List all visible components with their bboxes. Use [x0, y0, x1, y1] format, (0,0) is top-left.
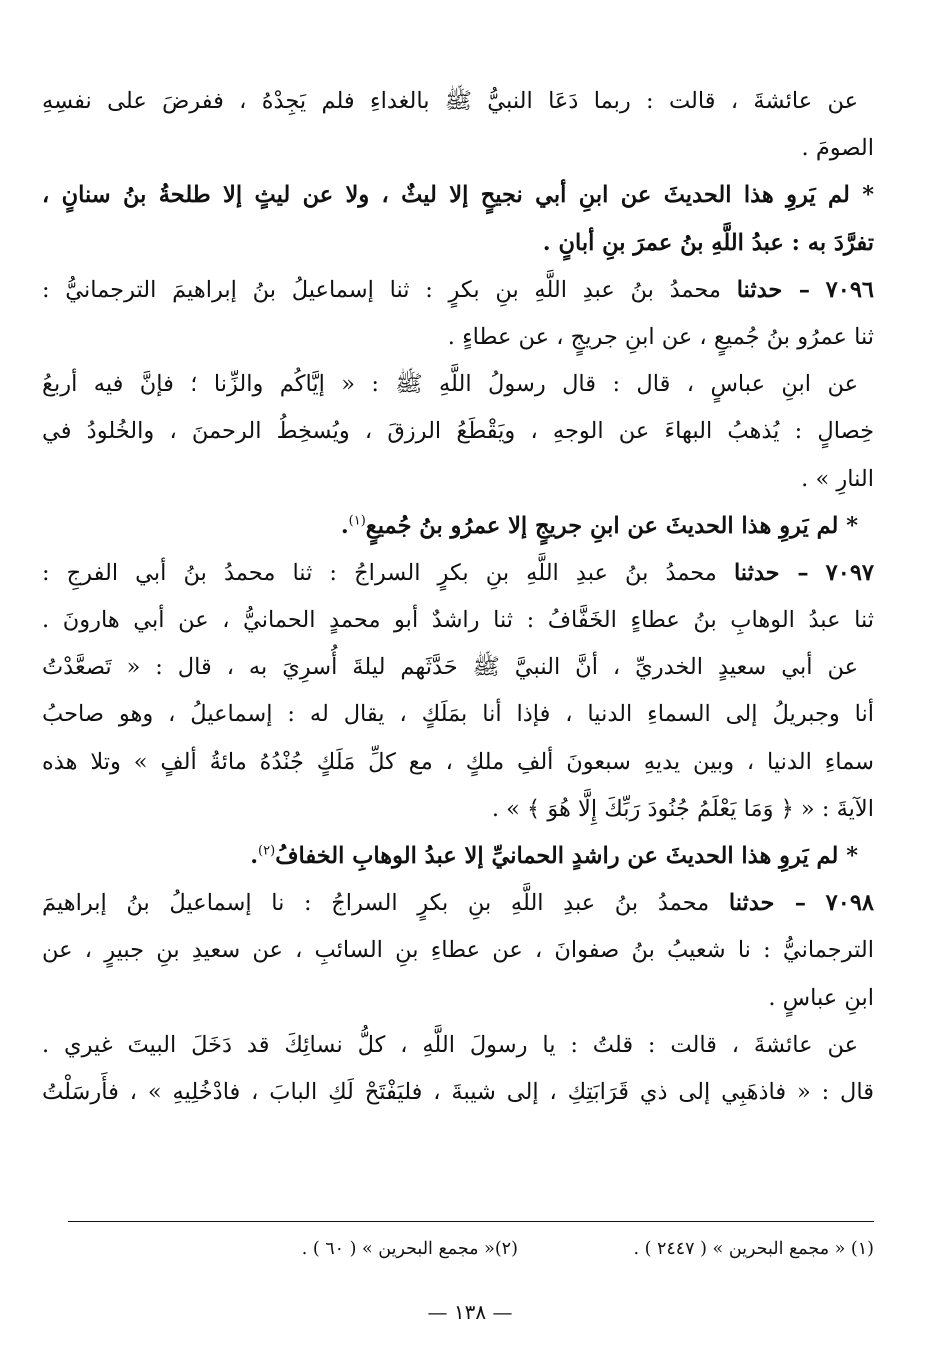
isnad-text: محمدُ بنُ عبدِ اللَّهِ بنِ بكرٍ السراجُ : نا إسماعيلُ بنُ إبراهيمَ [42, 890, 710, 917]
hadith-number: ٧٠٩٨ [825, 890, 874, 917]
page-body [42, 78, 874, 1116]
commentary-line: تفرَّدَ به : عبدُ اللَّهِ بنُ عمرَ بنِ أبانٍ . [542, 229, 874, 256]
isnad-text: محمدُ بنُ عبدِ اللَّهِ بنِ بكرٍ السراجُ : ثنا محمدُ بنُ أبي الفرجِ : [42, 559, 717, 586]
commentary-line [42, 833, 874, 880]
text-line: عن عائشةَ ، قالت : ربما دَعَا النبيُّ ﷺ بالغداءِ فلم يَجِدْهُ ، ففرضَ على نفسِهِ [42, 88, 859, 114]
footnote-ref-2: (٢) [258, 843, 276, 859]
footnotes [68, 1236, 874, 1262]
hadith-heading-7096 [42, 267, 874, 314]
text-line: ثنا عمرُو بنُ جُميعٍ ، عن ابنِ جريجٍ ، عن عطاءٍ . [447, 323, 874, 350]
commentary-tail: . [250, 843, 259, 869]
footnote-divider [68, 1221, 874, 1222]
text-line: الصومَ . [801, 135, 874, 162]
hadith-lead: – حدثنا [728, 890, 807, 917]
commentary-text: * لم يَروِ هذا الحديثَ عن راشدٍ الحمانيِّ إلا عبدُ الوهابِ الخفافُ [275, 843, 858, 869]
commentary-tail: . [340, 512, 349, 539]
hadith-lead: – حدثنا [736, 276, 810, 303]
page-number: — ١٣٨ — [427, 1300, 513, 1324]
text-line: خِصالٍ : يُذهبُ البهاءَ عن الوجهِ ، ويَقْطَعُ الرزقَ ، ويُسخِطُ الرحمنَ ، والخُلودُ في [42, 418, 874, 445]
hadith-number: ٧٠٩٧ [825, 559, 874, 586]
text-line: عن عائشةَ ، قالت : قلتُ : يا رسولَ اللَّهِ ، كلُّ نسائِكَ قد دَخَلَ البيتَ غيري . [42, 1031, 858, 1058]
hadith-heading-7098 [42, 880, 874, 927]
text-line: النارِ » . [801, 465, 874, 492]
text-line: ثنا عبدُ الوهابِ بنُ عطاءٍ الخَفَّافُ : ثنا راشدٌ أبو محمدٍ الحمانيُّ ، عن أبي هارونَ . [42, 607, 874, 634]
text-line: ابنِ عباسٍ . [768, 984, 874, 1011]
commentary-line: * لم يَروِ هذا الحديثَ عن ابنِ أبي نجيحٍ إلا ليثٌ ، ولا عن ليثٍ إلا طلحةُ بنُ سنانٍ ، [42, 182, 874, 209]
text-line: سماءِ الدنيا ، وبين يديهِ سبعونَ ألفِ ملكٍ ، مع كلِّ مَلَكٍ جُنْدُهُ مائةُ ألفٍ » وتلا هذه [42, 748, 874, 775]
commentary-line [42, 503, 874, 550]
footnote-2: (٢)« مجمع البحرين » ( ٦٠ ) . [301, 1239, 518, 1259]
text-line: الآيةَ : « ﴿ وَمَا يَعْلَمُ جُنُودَ رَبِّكَ إِلَّا هُوَ ﴾ » . [491, 795, 874, 822]
text-line: عن ابنِ عباسٍ ، قال : قال رسولُ اللَّهِ ﷺ : « إيَّاكُم والزِّنا ؛ فإنَّ فيه أربعُ [42, 371, 858, 398]
text-line: أنا وجبريلُ إلى السماءِ الدنيا ، فإذا أنا بمَلَكٍ ، يقال له : إسماعيلُ ، وهو صاحبُ [42, 701, 874, 728]
hadith-lead: – حدثنا [733, 559, 809, 586]
text-line: الترجمانيُّ : نا شعيبُ بنُ صفوانَ ، عن عطاءِ بنِ السائبِ ، عن سعيدِ بنِ جبيرٍ ، عن [42, 937, 874, 964]
hadith-number: ٧٠٩٦ [825, 276, 874, 303]
footnote-1: (١) « مجمع البحرين » ( ٢٤٤٧ ) . [633, 1239, 874, 1259]
hadith-heading-7097 [42, 550, 874, 597]
isnad-text: محمدُ بنُ عبدِ اللَّهِ بنِ بكرٍ : ثنا إسماعيلُ بنُ إبراهيمَ الترجمانيُّ : [42, 276, 721, 303]
commentary-text: * لم يَروِ هذا الحديثَ عن ابنِ جريجٍ إلا عمرُو بنُ جُميعٍ [365, 512, 858, 539]
text-line: عن أبي سعيدٍ الخدريِّ ، أنَّ النبيَّ ﷺ حَدَّثَهم ليلةَ أُسرِيَ به ، قال : « تَصعَّدْتُ [42, 654, 858, 681]
text-line: قال : « فاذهَبِي إلى ذي قَرَابَتِكِ ، إلى شيبةَ ، فليَفْتَحْ لَكِ البابَ ، فادْخُلِيهِ » ، فأَرسَلْتُ [42, 1078, 874, 1105]
footnote-ref-1: (١) [348, 513, 366, 529]
